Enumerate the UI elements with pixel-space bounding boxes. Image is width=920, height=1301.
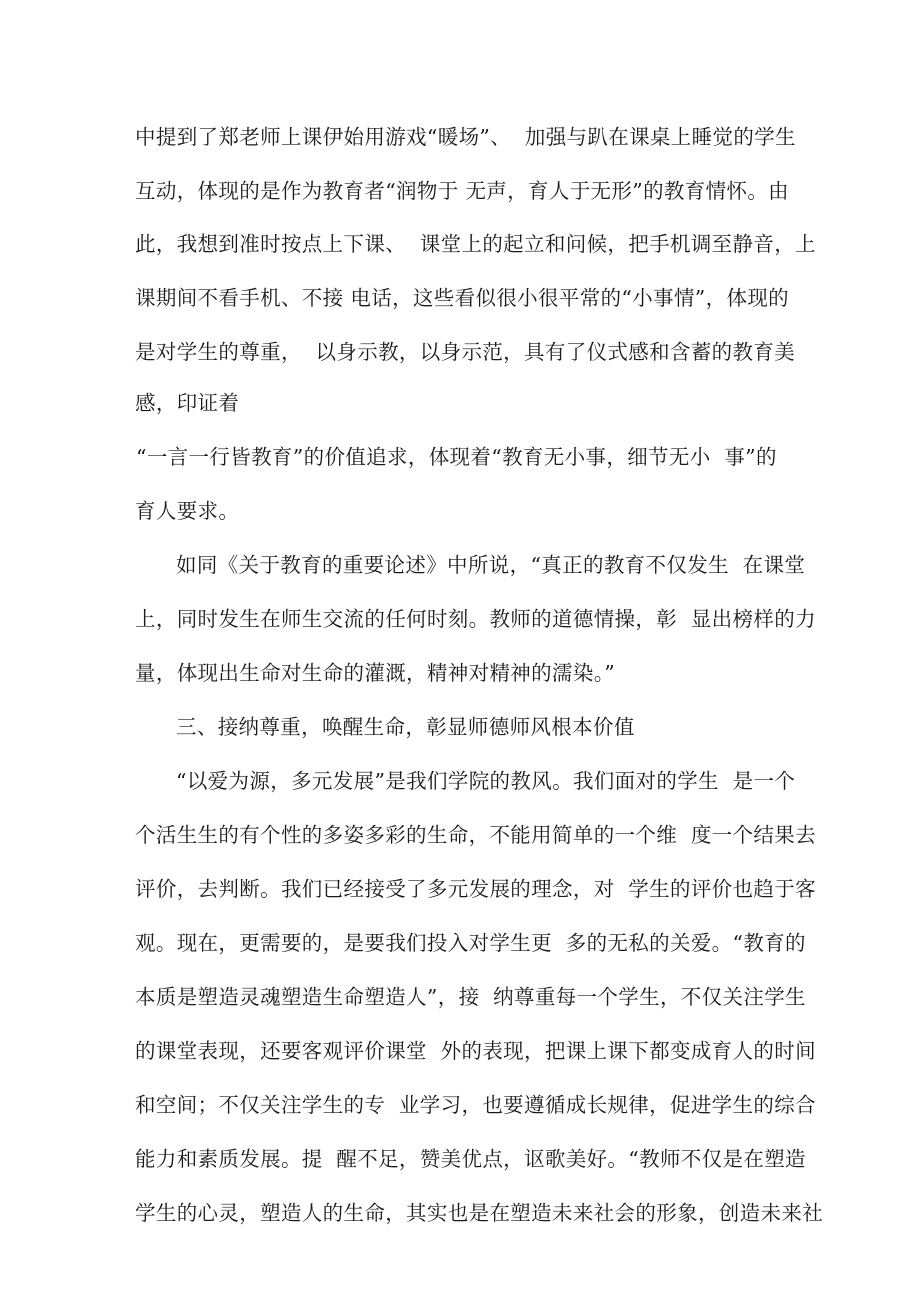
text-line: 个活生生的有个性的多姿多彩的生命，不能用简单的一个维 度一个结果去 bbox=[135, 823, 816, 847]
text-line: 课期间不看手机、不接 电话，这些看似很小很平常的“小事情”，体现的 bbox=[135, 286, 790, 310]
text-line: 的课堂表现，还要客观评价课堂 外的表现，把课上课下都变成育人的时间 bbox=[135, 1039, 816, 1063]
text-line: 此，我想到准时按点上下课、 课堂上的起立和问候，把手机调至静音，上 bbox=[135, 232, 816, 256]
text-line: 能力和素质发展。提 醒不足，赞美优点，讴歌美好。“教师不仅是在塑造 bbox=[135, 1147, 806, 1171]
text-line: 是对学生的尊重， 以身示教，以身示范，具有了仪式感和含蓄的教育美 bbox=[135, 340, 796, 364]
text-line: 观。现在，更需要的，是要我们投入对学生更 多的无私的关爱。“教育的 bbox=[135, 931, 806, 955]
text-line: 育人要求。 bbox=[135, 499, 240, 523]
paragraph-first-line: 如同《关于教育的重要论述》中所说，“真正的教育不仅发生 在课堂 bbox=[176, 553, 806, 577]
text-line: 学生的心灵，塑造人的生命，其实也是在塑造未来社会的形象，创造未来社 bbox=[135, 1201, 824, 1225]
text-line: 评价，去判断。我们已经接受了多元发展的理念，对 学生的评价也趋于客 bbox=[135, 877, 816, 901]
text-line: 和空间；不仅关注学生的专 业学习，也要遵循成长规律，促进学生的综合 bbox=[135, 1093, 816, 1117]
text-line: 互动，体现的是作为教育者“润物于 无声，育人于无形”的教育情怀。由 bbox=[135, 179, 790, 203]
paragraph-first-line: “以爱为源，多元发展”是我们学院的教风。我们面对的学生 是一个 bbox=[176, 769, 796, 793]
text-line: 量，体现出生命对生命的灌溉，精神对精神的濡染。” bbox=[135, 661, 616, 685]
section-heading: 三、接纳尊重，唤醒生命，彰显师德师风根本价值 bbox=[176, 715, 635, 739]
text-line: 上，同时发生在师生交流的任何时刻。教师的道德情操，彰 显出榜样的力 bbox=[135, 607, 816, 631]
text-line: 中提到了郑老师上课伊始用游戏“暖场”、 加强与趴在课桌上睡觉的学生 bbox=[135, 125, 796, 149]
text-line: 本质是塑造灵魂塑造生命塑造人”，接 纳尊重每一个学生，不仅关注学生 bbox=[135, 985, 806, 1009]
text-line: “一言一行皆教育”的价值追求，体现着“教育无小事，细节无小 事”的 bbox=[136, 445, 777, 469]
text-line: 感，印证着 bbox=[135, 391, 240, 415]
